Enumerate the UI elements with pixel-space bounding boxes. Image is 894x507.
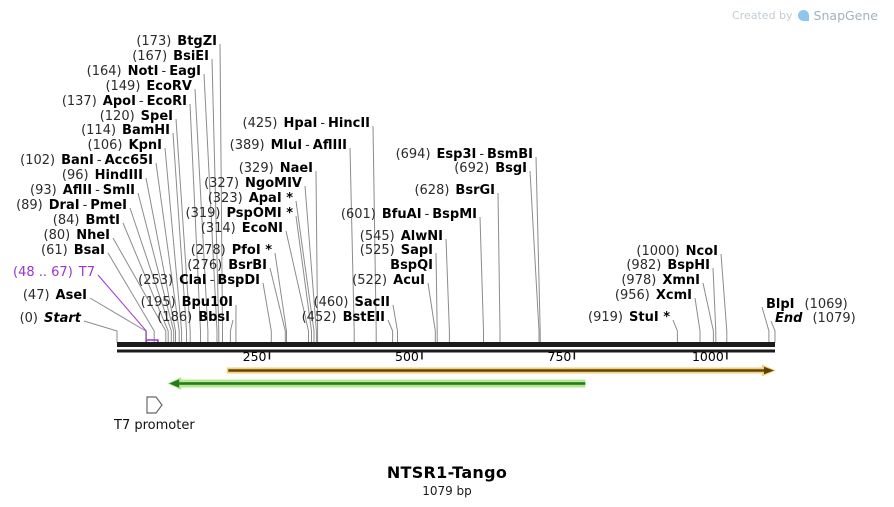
site-label-nhei: (80) NheI [43, 228, 110, 243]
ruler-tick-label: 1000 [691, 349, 724, 364]
site-label-t7: (48 .. 67) T7 [13, 265, 95, 280]
site-label-hpai: (425) HpaI - HincII [242, 116, 370, 131]
site-leader-line [263, 283, 271, 343]
site-label-alwni: (545) AlwNI [359, 229, 443, 244]
site-leader-line [393, 305, 398, 343]
sequence-line-top [117, 342, 775, 347]
created-by-text: Created by [732, 9, 793, 22]
site-leader-line [762, 307, 769, 343]
t7-promoter-label: T7 promoter [114, 418, 195, 433]
site-label-ngomiv: (327) NgoMIV [204, 176, 302, 191]
site-label-bspqi: BspQI [390, 258, 433, 273]
site-label-bsrgi: (628) BsrGI [414, 183, 495, 198]
site-leader-line [373, 126, 376, 343]
site-label-noti: (164) NotI - EagI [86, 64, 201, 79]
site-leader-line [220, 44, 223, 343]
site-leader-line [530, 171, 539, 343]
site-leader-line [695, 298, 700, 343]
site-label-aflii: (93) AflII - SmlI [30, 183, 135, 198]
site-leader-line [771, 321, 775, 343]
site-leader-line [138, 193, 174, 343]
snapgene-brand-text: SnapGene [813, 8, 878, 23]
plasmid-length: 1079 bp [422, 484, 472, 498]
ruler-tick-label: 250 [242, 349, 267, 364]
site-label-mlui: (389) MluI - AflIII [229, 138, 347, 153]
title-block [0, 463, 894, 498]
site-label-bsiei: (167) BsiEI [132, 49, 209, 64]
plasmid-name: NTSR1-Tango [386, 463, 508, 482]
site-label-kpni: (106) KpnI [87, 138, 162, 153]
site-leader-line [428, 283, 435, 343]
reverse-feature-core [179, 382, 585, 385]
site-label-sapi: (525) SapI [359, 243, 433, 258]
site-leader-line [436, 253, 437, 343]
sequence-line-bottom [117, 350, 775, 353]
site-leader-line [498, 193, 500, 343]
site-label-bsai: (61) BsaI [41, 243, 105, 258]
site-leader-line [480, 217, 484, 343]
site-leader-line [316, 171, 318, 343]
site-label-asei: (47) AseI [22, 288, 87, 303]
site-label-xcmi: (956) XcmI [614, 288, 692, 303]
site-label-bamhi: (114) BamHI [81, 123, 170, 138]
site-leader-line [84, 321, 117, 343]
site-leader-line [446, 239, 449, 343]
ruler-tick [726, 353, 728, 360]
site-label-clai: (253) ClaI - BspDI [138, 273, 260, 288]
site-label-bmti: (84) BmtI [52, 213, 120, 228]
site-label-bpu10i: (195) Bpu10I [140, 295, 233, 310]
ruler-tick [269, 353, 271, 360]
site-leader-line [156, 163, 179, 343]
site-label-end: End (1079) [775, 311, 856, 326]
site-leader-line [350, 148, 354, 343]
site-leader-line [195, 89, 208, 343]
site-label-start: (0) Start [19, 311, 81, 326]
site-label-pfoi: (278) PfoI * [190, 243, 272, 258]
site-leader-line [388, 320, 393, 343]
site-label-econi: (314) EcoNI [200, 221, 283, 236]
site-label-bsgi: (692) BsgI [454, 161, 527, 176]
site-label-apoi: (137) ApoI - EcoRI [61, 94, 187, 109]
ruler-tick [421, 353, 423, 360]
ruler-tick-label: 750 [547, 349, 572, 364]
site-label-pspomi: (319) PspOMI * [185, 206, 293, 221]
ruler-tick-label: 500 [395, 349, 419, 364]
site-label-stui: (919) StuI * [588, 310, 670, 325]
site-label-bsphi: (982) BspHI [626, 258, 710, 273]
site-leader-line [703, 283, 713, 343]
site-leader-line [190, 104, 201, 343]
site-label-spei: (120) SpeI [99, 109, 173, 124]
site-leader-line [721, 254, 727, 343]
site-label-hindiii: (96) HindIII [61, 168, 143, 183]
site-label-ecorv: (149) EcoRV [105, 79, 192, 94]
site-leader-line [305, 186, 316, 343]
site-leader-line [673, 320, 677, 343]
site-leader-line [176, 119, 190, 343]
site-label-btgzi: (173) BtgZI [136, 34, 217, 49]
site-label-apai: (323) ApaI * [207, 191, 293, 206]
ruler-tick [574, 353, 576, 360]
site-label-bfuai: (601) BfuAI - BspMI [340, 207, 477, 222]
site-label-bani: (102) BanI - Acc65I [20, 153, 153, 168]
site-label-xmni: (978) XmnI [621, 273, 700, 288]
site-label-bsteii: (452) BstEII [301, 310, 385, 325]
forward-feature-core [228, 369, 764, 371]
site-label-esp3i: (694) Esp3I - BsmBI [395, 147, 533, 162]
site-label-bsrbi: (276) BsrBI [187, 258, 267, 273]
site-label-acui: (522) AcuI [352, 273, 425, 288]
t7-promoter-arrow-icon [147, 397, 162, 413]
site-label-drai: (89) DraI - PmeI [16, 198, 127, 213]
site-label-sacii: (460) SacII [313, 295, 390, 310]
site-label-naei: (329) NaeI [238, 161, 313, 176]
site-label-bbsi: (186) BbsI [157, 310, 230, 325]
site-label-blpi: BlpI (1069) [766, 297, 848, 312]
site-leader-line [146, 178, 176, 343]
site-leader-line [230, 320, 233, 343]
site-label-ncoi: (1000) NcoI [636, 244, 718, 259]
